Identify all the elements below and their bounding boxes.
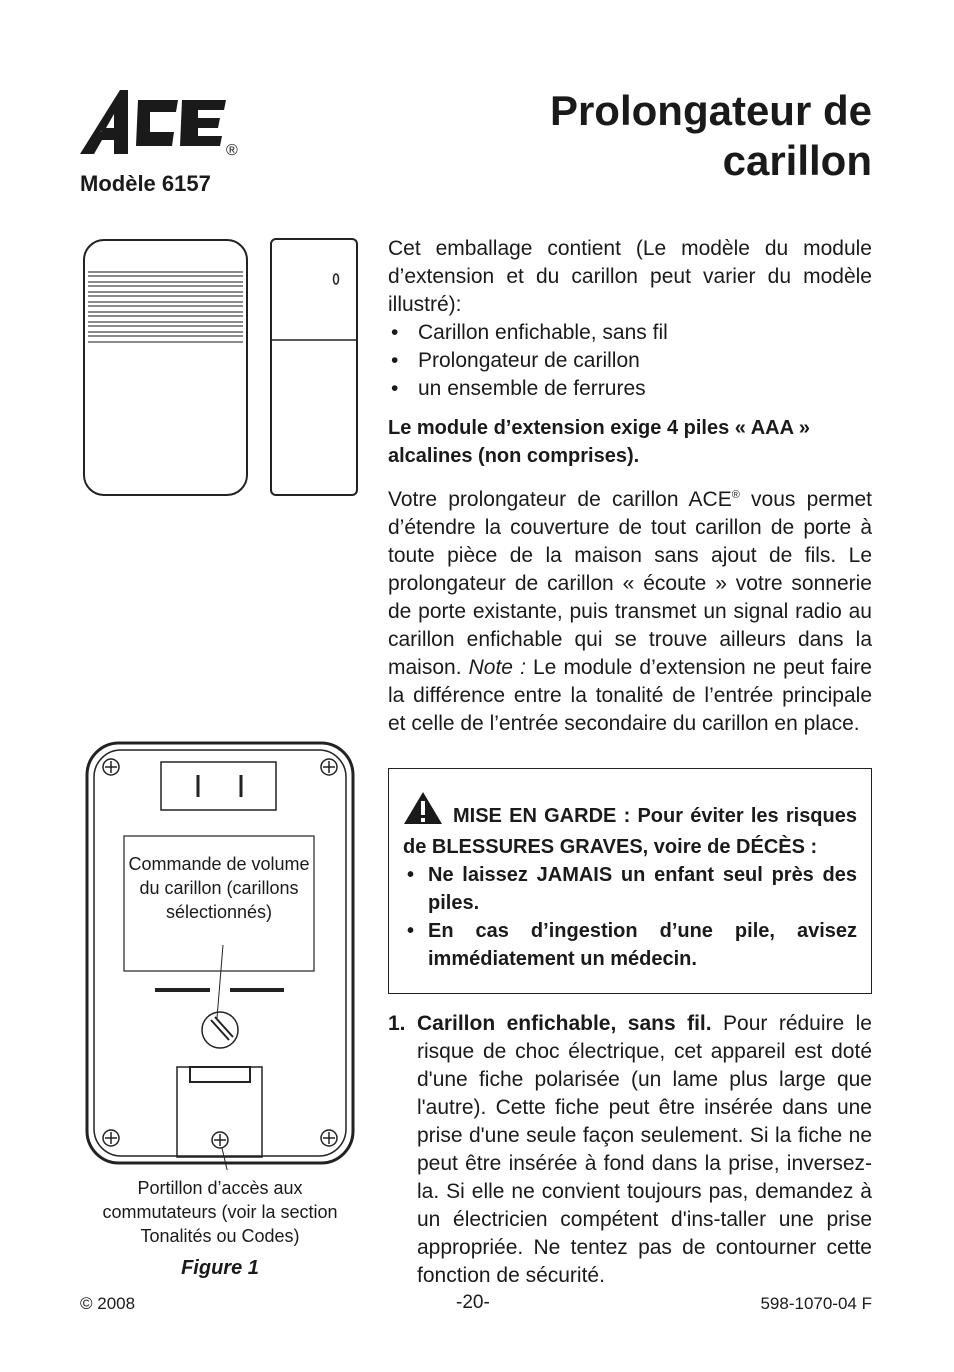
registered-mark: ® [226, 142, 238, 159]
volume-control-label: Commande de volume du carillon (carillons sélectionnés) [128, 854, 310, 922]
warning-list [403, 861, 857, 973]
model-number: Modèle 6157 [80, 171, 211, 196]
svg-text:ACE: ACE [100, 132, 103, 133]
intro-text: Cet emballage contient (Le modèle du module d’extension et du carillon peut varier du modèle illustré): [388, 237, 872, 316]
list-item: • Prolongateur de carillon [388, 347, 872, 375]
warning-icon [403, 791, 443, 833]
step-number: 1. [388, 1012, 406, 1035]
ace-logo [80, 88, 245, 160]
step-text: Pour réduire le risque de choc électrique, cet appareil est doté d'une fiche polarisée (un lame plus large que l'autre). Cette fiche peut être insérée dans une prise d'une seule façon seulement. Si la fiche ne peut être insérée à fond dans la prise, inversez-la. Si elle ne convient toujours pas, demandez à un électricien compétent d'ins-taller une prise appropriée. Ne tentez pas de contourner cette fonction de sécurité. [417, 1012, 872, 1287]
figure-back-view [84, 740, 359, 1175]
warning-heading: MISE EN GARDE : Pour éviter les risques de BLESSURES GRAVES, voire de DÉCÈS : [403, 805, 857, 858]
battery-note: Le module d’extension exige 4 piles « AAA » alcalines (non comprises). [388, 417, 810, 467]
list-item: • un ensemble de ferrures [388, 375, 872, 403]
list-item: • Ne laissez JAMAIS un enfant seul près des piles. [403, 861, 857, 917]
document-code: 598-1070-04 F [760, 1294, 872, 1313]
list-item: • Carillon enfichable, sans fil [388, 319, 872, 347]
step-1 [388, 1010, 872, 1290]
access-door-label: Portillon d’accès aux commutateurs (voir la section Tonalités ou Codes) [102, 1178, 338, 1246]
step-title: Carillon enfichable, sans fil. [417, 1012, 712, 1035]
copyright: © 2008 [80, 1294, 136, 1313]
figure-caption: Figure 1 [181, 1257, 259, 1279]
warning-box [388, 768, 872, 994]
page-title: Prolongateur de carillon [549, 87, 872, 184]
description: Votre prolongateur de carillon ACE® vous permet d’étendre la couverture de tout carillon de porte à toute pièce de la maison sans ajout de fils. Le prolongateur de carillon « écoute » votre sonnerie de porte existante, puis transmet un signal radio au carillon enfichable qui se trouve ailleurs dans la maison. Note : Le module d’extension ne peut faire la différence entre la tonalité de l’entrée principale et celle de l’entrée secondaire du carillon en place. [388, 488, 872, 735]
list-item: • En cas d’ingestion d’une pile, avisez immédiatement un médecin. [403, 917, 857, 973]
package-contents-list [388, 319, 872, 403]
intro-section [388, 235, 872, 403]
product-illustration [80, 236, 362, 505]
page-number: -20- [456, 1292, 490, 1313]
